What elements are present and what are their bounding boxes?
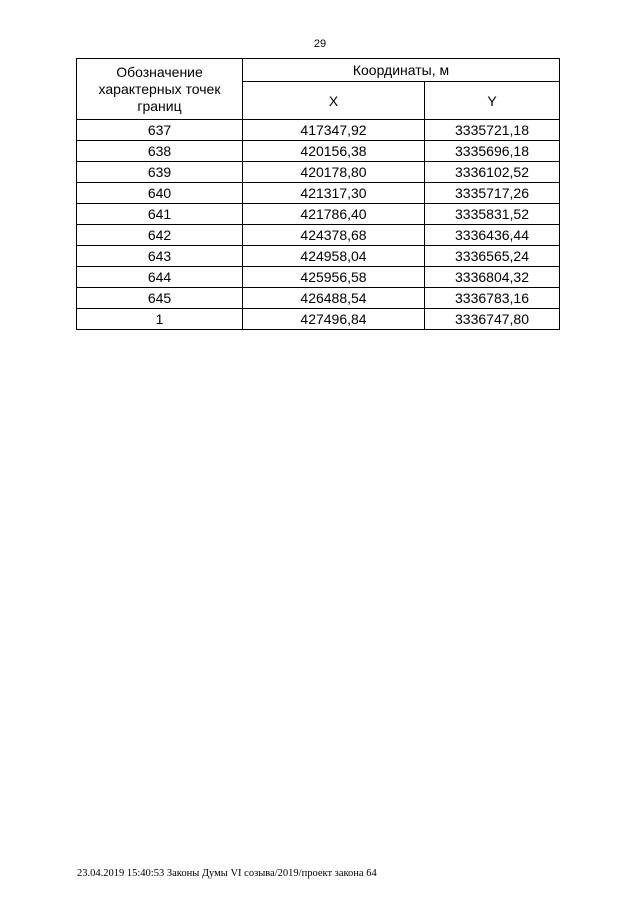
x-cell: 424378,68: [243, 225, 425, 246]
point-designation-header: Обозначение характерных точек границ: [77, 59, 243, 120]
point-cell: 642: [77, 225, 243, 246]
y-cell: 3336747,80: [425, 309, 560, 330]
point-cell: 643: [77, 246, 243, 267]
table-row: [77, 120, 560, 141]
point-cell: 638: [77, 141, 243, 162]
table-row: [77, 225, 560, 246]
x-cell: 421317,30: [243, 183, 425, 204]
point-cell: 644: [77, 267, 243, 288]
y-cell: 3335831,52: [425, 204, 560, 225]
table-row: [77, 267, 560, 288]
point-cell: 640: [77, 183, 243, 204]
document-footer: 23.04.2019 15:40:53 Законы Думы VI созыва/2019/проект закона 64: [77, 868, 377, 879]
x-cell: 424958,04: [243, 246, 425, 267]
point-cell: 637: [77, 120, 243, 141]
y-cell: 3335717,26: [425, 183, 560, 204]
x-cell: 420178,80: [243, 162, 425, 183]
y-cell: 3335721,18: [425, 120, 560, 141]
x-cell: 427496,84: [243, 309, 425, 330]
point-cell: 645: [77, 288, 243, 309]
point-cell: 639: [77, 162, 243, 183]
x-cell: 425956,58: [243, 267, 425, 288]
x-cell: 420156,38: [243, 141, 425, 162]
y-cell: 3336436,44: [425, 225, 560, 246]
page-number: 29: [313, 38, 327, 50]
y-cell: 3336804,32: [425, 267, 560, 288]
point-cell: 641: [77, 204, 243, 225]
x-column-header: X: [243, 82, 425, 120]
y-cell: 3336565,24: [425, 246, 560, 267]
point-cell: 1: [77, 309, 243, 330]
table-row: [77, 288, 560, 309]
coordinates-table: [76, 58, 560, 330]
table-row: [77, 246, 560, 267]
table-row: [77, 204, 560, 225]
table-row: [77, 183, 560, 204]
table-row: [77, 309, 560, 330]
y-cell: 3335696,18: [425, 141, 560, 162]
y-cell: 3336783,16: [425, 288, 560, 309]
y-cell: 3336102,52: [425, 162, 560, 183]
x-cell: 426488,54: [243, 288, 425, 309]
x-cell: 417347,92: [243, 120, 425, 141]
table-header-row: [77, 59, 560, 82]
table-row: [77, 141, 560, 162]
coordinates-header: Координаты, м: [243, 59, 560, 82]
x-cell: 421786,40: [243, 204, 425, 225]
table-row: [77, 162, 560, 183]
y-column-header: Y: [425, 82, 560, 120]
